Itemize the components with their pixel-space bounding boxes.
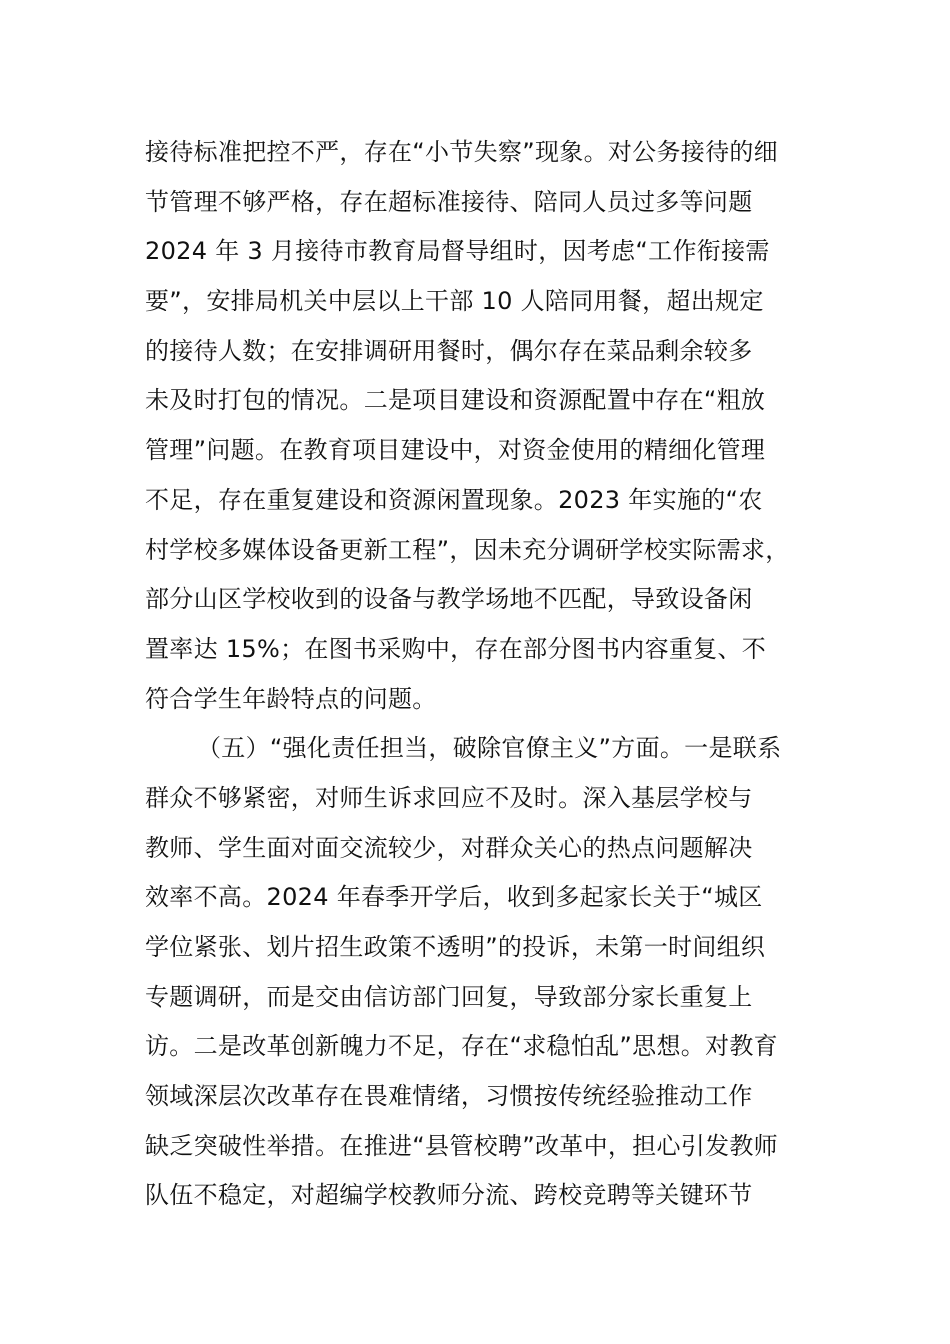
text-line: 置率达 15%；在图书采购中，存在部分图书内容重复、不 <box>145 634 767 663</box>
text-line: 未及时打包的情况。二是项目建设和资源配置中存在“粗放 <box>145 386 766 415</box>
text-line: 不足，存在重复建设和资源闲置现象。2023 年实施的“农 <box>145 485 763 514</box>
text-line: 要”，安排局机关中层以上干部 10 人陪同用餐，超出规定 <box>145 287 764 316</box>
text-line: 符合学生年龄特点的问题。 <box>145 684 437 713</box>
text-line: 部分山区学校收到的设备与教学场地不匹配，导致设备闲 <box>145 585 753 614</box>
section-heading-line: （五）“强化责任担当，破除官僚主义”方面。一是联系 <box>197 734 782 763</box>
text-line: 领域深层次改革存在畏难情绪，习惯按传统经验推动工作 <box>145 1082 753 1111</box>
document-body <box>145 128 845 1221</box>
text-line: 接待标准把控不严，存在“小节失察”现象。对公务接待的细 <box>145 138 778 166</box>
text-line: 访。二是改革创新魄力不足，存在“求稳怕乱”思想。对教育 <box>145 1032 778 1061</box>
text-line: 村学校多媒体设备更新工程”，因未充分调研学校实际需求， <box>145 535 790 564</box>
text-line: 管理”问题。在教育项目建设中，对资金使用的精细化管理 <box>145 436 766 465</box>
text-line: 节管理不够严格，存在超标准接待、陪同人员过多等问题 <box>145 187 753 216</box>
text-line: 效率不高。2024 年春季开学后，收到多起家长关于“城区 <box>145 883 763 912</box>
text-line: 队伍不稳定，对超编学校教师分流、跨校竞聘等关键环节 <box>145 1181 753 1210</box>
text-line: 学位紧张、划片招生政策不透明”的投诉，未第一时间组织 <box>145 933 766 961</box>
text-line: 2024 年 3 月接待市教育局督导组时，因考虑“工作衔接需 <box>145 237 770 266</box>
text-line: 专题调研，而是交由信访部门回复，导致部分家长重复上 <box>145 982 753 1011</box>
text-line: 群众不够紧密，对师生诉求回应不及时。深入基层学校与 <box>145 783 753 812</box>
text-line: 缺乏突破性举措。在推进“县管校聘”改革中，担心引发教师 <box>145 1131 778 1160</box>
text-line: 的接待人数；在安排调研用餐时，偶尔存在菜品剩余较多 <box>145 336 753 365</box>
text-line: 教师、学生面对面交流较少，对群众关心的热点问题解决 <box>145 833 753 862</box>
